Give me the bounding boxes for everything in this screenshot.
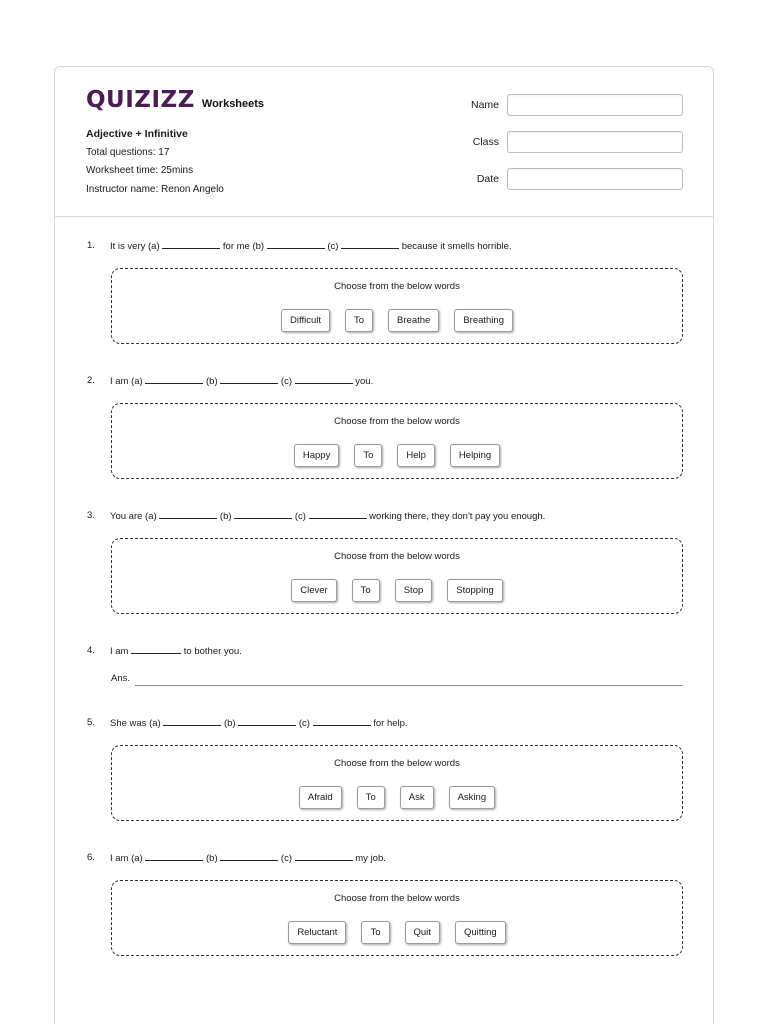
blank-c[interactable] [341, 240, 399, 249]
worksheet-title: Adjective + Infinitive [86, 128, 188, 140]
answer-line[interactable] [135, 685, 683, 686]
blank-b[interactable] [267, 240, 325, 249]
word-chip[interactable]: Asking [449, 786, 496, 809]
worksheet-page [54, 66, 714, 1024]
date-field-row [445, 168, 685, 190]
question-text: She was (a) (b) (c) for help. [110, 718, 408, 729]
word-bank-label: Choose from the below words [334, 416, 460, 427]
word-bank [111, 268, 683, 344]
brand-subtitle: Worksheets [201, 98, 265, 110]
total-questions: Total questions: 17 [86, 146, 170, 158]
question-number: 2. [87, 375, 95, 386]
word-bank-label: Choose from the below words [334, 281, 460, 292]
blank-b[interactable] [238, 717, 296, 726]
answer-label: Ans. [111, 673, 131, 684]
word-chip[interactable]: To [345, 309, 373, 332]
date-label: Date [476, 173, 499, 185]
question-text: I am (a) (b) (c) you. [110, 376, 374, 387]
word-chip[interactable]: Quitting [455, 921, 506, 944]
word-chip[interactable]: Quit [405, 921, 440, 944]
worksheet-header [55, 67, 713, 217]
worksheet-meta [86, 125, 224, 199]
class-field-row [445, 131, 685, 153]
blank-a[interactable] [163, 717, 221, 726]
question-number: 6. [87, 852, 95, 863]
word-bank [111, 745, 683, 821]
class-label: Class [472, 136, 499, 148]
blank-b[interactable] [234, 510, 292, 519]
name-label: Name [470, 99, 499, 111]
question-number: 1. [87, 240, 95, 251]
word-chip[interactable]: Clever [291, 579, 336, 602]
word-bank-label: Choose from the below words [334, 758, 460, 769]
word-bank-label: Choose from the below words [334, 893, 460, 904]
word-chip[interactable]: Difficult [281, 309, 330, 332]
word-bank [111, 403, 683, 479]
word-chip[interactable]: Helping [450, 444, 500, 467]
name-field[interactable] [507, 94, 683, 116]
blank-c[interactable] [295, 852, 353, 861]
brand [86, 87, 264, 113]
blank-b[interactable] [220, 375, 278, 384]
question-text: You are (a) (b) (c) working there, they don't pay you enough. [110, 511, 546, 522]
date-field[interactable] [507, 168, 683, 190]
class-field[interactable] [507, 131, 683, 153]
word-chip[interactable]: Breathing [454, 309, 513, 332]
word-chip[interactable]: Help [397, 444, 435, 467]
word-chip[interactable]: Afraid [299, 786, 342, 809]
word-bank-label: Choose from the below words [334, 551, 460, 562]
blank-c[interactable] [309, 510, 367, 519]
word-chip[interactable]: Stopping [447, 579, 503, 602]
question-text: It is very (a) for me (b) (c) because it smells horrible. [110, 241, 512, 252]
question-number: 5. [87, 717, 95, 728]
question-number: 3. [87, 510, 95, 521]
word-bank [111, 538, 683, 614]
blank-a[interactable] [145, 375, 203, 384]
blank-c[interactable] [313, 717, 371, 726]
question-text: I am (a) (b) (c) my job. [110, 853, 386, 864]
worksheet-time: Worksheet time: 25mins [86, 165, 194, 176]
name-field-row [445, 94, 685, 116]
word-chip[interactable]: Happy [294, 444, 339, 467]
word-chip[interactable]: To [357, 786, 385, 809]
word-chip[interactable]: To [361, 921, 389, 944]
blank-c[interactable] [295, 375, 353, 384]
blank-a[interactable] [159, 510, 217, 519]
word-chip[interactable]: Breathe [388, 309, 439, 332]
question-text: I am to bother you. [110, 646, 242, 657]
instructor-name: Instructor name: Renon Angelo [86, 183, 224, 195]
word-chip[interactable]: To [354, 444, 382, 467]
word-chip[interactable]: Ask [400, 786, 434, 809]
question-number: 4. [87, 645, 95, 656]
blank-a[interactable] [162, 240, 220, 249]
quizizz-logo: QUIZIZZ [86, 87, 195, 113]
word-chip[interactable]: Stop [395, 579, 433, 602]
blank-a[interactable] [145, 852, 203, 861]
blank-b[interactable] [220, 852, 278, 861]
word-chip[interactable]: To [352, 579, 380, 602]
blank[interactable] [131, 645, 181, 654]
word-bank [111, 880, 683, 956]
word-chip[interactable]: Reluctant [288, 921, 346, 944]
